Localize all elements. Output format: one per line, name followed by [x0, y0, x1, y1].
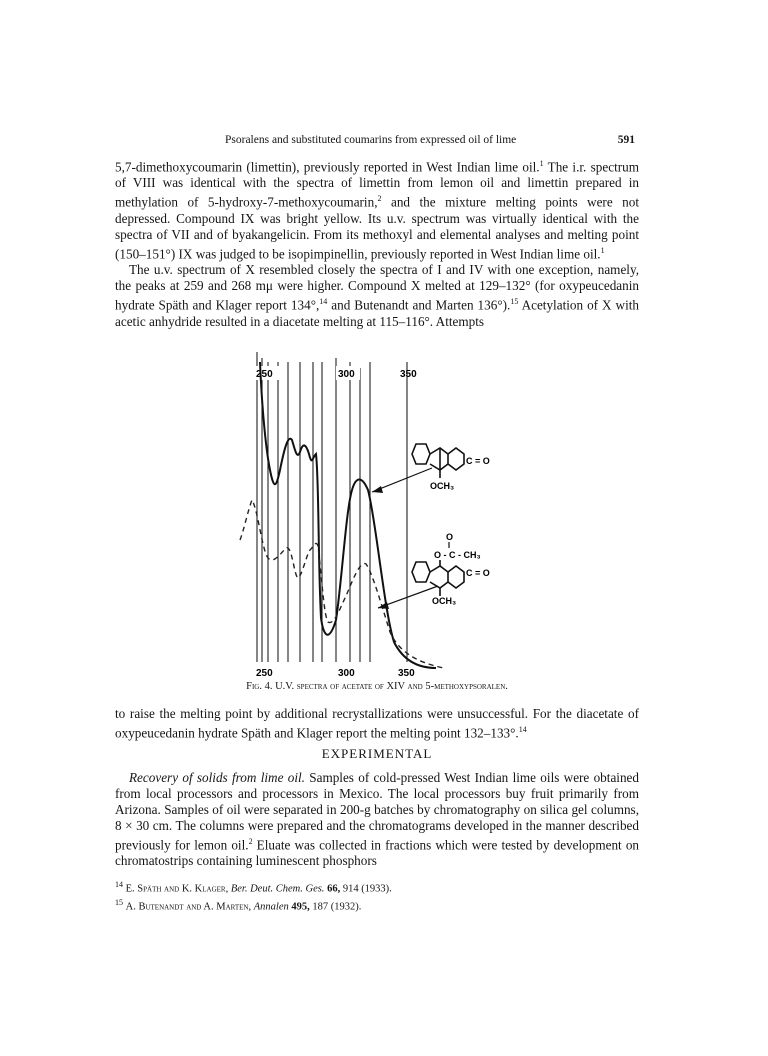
p4-text-b: Eluate was collected in fractions which were tested by development on chromatostrips containing luminescent phosphors [115, 837, 640, 869]
structure-acetate [412, 560, 464, 596]
p2-part-c: Acetylation of X with acetic anhydride resulted in a diacetate melting at 115–116°. Attempts [115, 297, 639, 329]
p2-part-a: The u.v. spectrum of X resembled closely the spectra of I and IV with one exception, namely, the peaks at 259 and 268 mμ were higher. Compound X melted at 129–132° (for oxypeucedanin hydrate Späth and Klager report 134°, [115, 262, 639, 313]
p1-sentence-3: and the mixture melting points were not depressed. Compound IX was bright yellow. Its u.v. spectrum was virtually identical with the spectra of VII and of byakangelicin. From its methoxyl and elemental analyses and melting point (150–151°) IX was judged to be isopimpinellin, previously reported in West Indian lime oil. [115, 194, 639, 262]
footnote-14-rest: 914 (1933). [342, 883, 392, 895]
top-tick-300: 300 [338, 369, 355, 380]
footnote-15-num: 15 [115, 897, 123, 907]
p2-ref-b: 15 [510, 297, 519, 307]
bottom-tick-300: 300 [338, 668, 355, 679]
spectrum-solid-curve [260, 362, 436, 668]
p2-ref-a: 14 [319, 297, 328, 307]
p4-ref: 2 [248, 837, 253, 846]
footnote-15-volume: 495, [291, 901, 310, 912]
caption-text: U.V. spectra of acetate of XIV and 5-methoxypsoralen. [275, 681, 508, 692]
paragraph-1 [115, 156, 639, 330]
footnote-15 [115, 896, 639, 914]
bottom-tick-350: 350 [398, 668, 415, 679]
struct2-substituent: OCH₃ [432, 596, 457, 606]
p4-text-a: Samples of cold-pressed West Indian lime oils were obtained from local processors and processors in Mexico. The local processors buy fruit primarily from Arizona. Samples of oil were separated in 200-g batches by chromatography on silica gel columns, 8 × 30 cm. The columns were prepared and the chromatograms developed in the manner described previously for lemon oil. [115, 770, 639, 853]
uv-spectra-plot [200, 350, 540, 680]
p1-ref-3: 1 [600, 245, 605, 255]
p1-sentence-1: 5,7-dimethoxycoumarin (limettin), previously reported in West Indian lime oil. [115, 159, 540, 175]
footnotes [115, 878, 639, 913]
spectrum-dashed-curve [240, 500, 444, 668]
footnote-14-authors: E. Späth and K. Klager, [125, 883, 229, 895]
p3-text: to raise the melting point by additional recrystallizations were unsuccessful. For the diacetate of oxypeucedanin hydrate Späth and Klager report the melting point 132–133°. [115, 706, 639, 741]
arrow-1-head [372, 486, 383, 493]
struct2-carbonyl-o: O [446, 532, 454, 542]
top-tick-350: 350 [400, 369, 417, 380]
figure-caption [115, 681, 639, 692]
p2-part-b: and Butenandt and Marten 136°). [327, 297, 511, 313]
p3-ref: 14 [518, 725, 527, 734]
footnote-15-rest: 187 (1932). [312, 901, 362, 912]
struct2-ester: O - C - CH₃ [434, 550, 481, 560]
arrow-2-head [378, 602, 389, 609]
struct2-carbonyl: C = O [466, 568, 490, 578]
paragraph-2 [115, 262, 639, 329]
p4-runin: Recovery of solids from lime oil. [129, 770, 305, 785]
p1-ref-2: 2 [377, 194, 382, 204]
page-number: 591 [617, 134, 635, 146]
caption-prefix: Fig. 4. [246, 681, 273, 692]
bottom-tick-250: 250 [256, 668, 273, 679]
struct1-carbonyl: C = O [466, 456, 490, 466]
footnote-14-journal: Ber. Deut. Chem. Ges. [230, 883, 325, 895]
section-heading: EXPERIMENTAL [321, 746, 433, 761]
p1-ref-1: 1 [539, 159, 544, 168]
paragraph-3 [115, 706, 639, 741]
footnote-14-volume: 66, [327, 883, 341, 895]
footnote-15-journal: Annalen [253, 901, 289, 912]
running-title: Psoralens and substituted coumarins from expressed oil of lime [225, 134, 517, 146]
top-tick-250: 250 [256, 369, 273, 380]
p1-sentence-2: The i.r. spectrum of VIII was identical with the spectra of limettin from lemon oil and limettin prepared in methylation of 5-hydroxy-7-methoxycoumarin, [115, 159, 639, 210]
footnote-15-authors: A. Butenandt and A. Marten, [125, 901, 252, 912]
footnote-14 [115, 878, 639, 896]
struct1-substituent: OCH₃ [430, 481, 455, 491]
uv-spectra-figure [200, 350, 540, 680]
footnote-14-num: 14 [115, 880, 123, 889]
paragraph-4 [115, 770, 639, 869]
